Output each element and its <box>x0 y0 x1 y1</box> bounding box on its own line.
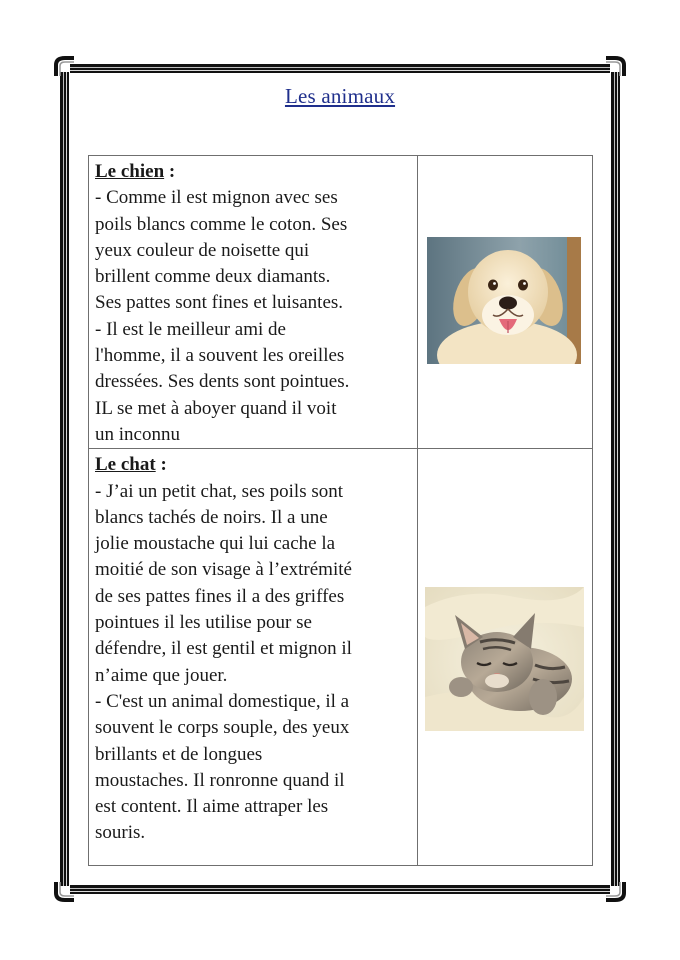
cat-image-cell <box>418 449 593 866</box>
text-line: l'homme, il a souvent les oreilles <box>95 345 345 367</box>
text-line: IL se met à aboyer quand il voit <box>95 397 337 419</box>
text-line: moustaches. Il ronronne quand il <box>95 769 345 791</box>
text-line: est content. Il aime attraper les <box>95 796 329 818</box>
frame-corner-ornament <box>54 880 76 902</box>
text-line: moitié de son visage à l’extrémité <box>95 559 352 581</box>
frame-top-border <box>70 64 610 73</box>
dog-image-cell <box>418 156 593 449</box>
section-heading <box>95 452 411 478</box>
text-line: de ses pattes fines il a des griffes <box>95 585 345 607</box>
text-line: n’aime que jouer. <box>95 664 228 686</box>
text-line: yeux couleur de noisette qui <box>95 239 310 261</box>
frame-bottom-border <box>70 885 610 894</box>
cat-text-cell <box>89 449 418 866</box>
frame-corner-ornament <box>54 56 76 78</box>
text-line: dressées. Ses dents sont pointues. <box>95 371 350 393</box>
animals-table <box>88 155 593 866</box>
text-line: un inconnu <box>95 423 180 445</box>
frame-corner-ornament <box>604 56 626 78</box>
frame-left-border <box>60 72 69 886</box>
text-line: jolie moustache qui lui cache la <box>95 533 336 555</box>
dog-text-cell <box>89 156 418 449</box>
text-line: brillent comme deux diamants. <box>95 266 331 288</box>
text-line: souvent le corps souple, des yeux <box>95 717 350 739</box>
frame-corner-ornament <box>604 880 626 902</box>
table-row <box>89 449 593 866</box>
text-line: brillants et de longues <box>95 743 263 765</box>
heading-label: Le chien <box>95 161 165 182</box>
frame-right-border <box>611 72 620 886</box>
text-line: - Comme il est mignon avec ses <box>95 187 338 209</box>
table-row <box>89 156 593 449</box>
kitten-photo <box>425 587 584 731</box>
text-line: souris. <box>95 822 146 844</box>
text-line: Ses pattes sont fines et luisantes. <box>95 292 344 314</box>
heading-colon: : <box>164 161 176 182</box>
text-line: - Il est le meilleur ami de <box>95 318 286 340</box>
text-line: pointues il les utilise pour se <box>95 612 312 634</box>
text-line: poils blancs comme le coton. Ses <box>95 213 348 235</box>
text-line: défendre, il est gentil et mignon il <box>95 638 352 660</box>
puppy-photo <box>427 237 581 364</box>
text-line: - J’ai un petit chat, ses poils sont <box>95 480 344 502</box>
heading-label: Le chat <box>95 454 156 476</box>
page-title: Les animaux <box>284 84 396 108</box>
section-heading <box>95 159 411 185</box>
heading-colon: : <box>155 454 167 476</box>
text-line: blancs tachés de noirs. Il a une <box>95 506 328 528</box>
text-line: - C'est un animal domestique, il a <box>95 690 350 712</box>
